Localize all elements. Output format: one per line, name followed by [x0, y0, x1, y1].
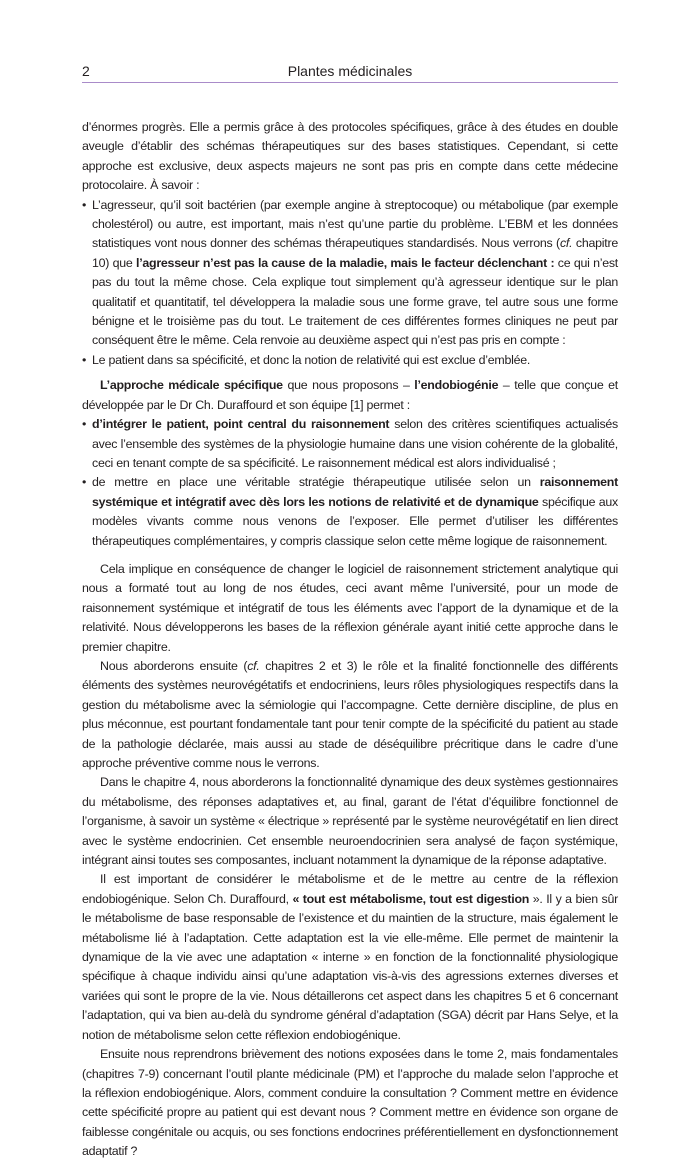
running-header	[82, 62, 618, 83]
paragraph	[82, 560, 618, 657]
text-run: L’agresseur, qu’il soit bactérien (par exemple angine à streptocoque) ou métabolique (par exemple cholestérol) ou autre, est important, mais n’est qu’une partie du problème. L’EBM et les données statistiques vont nous donner des schémas thérapeutiques standardisés. Nous verrons (	[92, 197, 618, 251]
text-run: d’énormes progrès. Elle a permis grâce à des protocoles spécifiques, grâce à des études en double aveugle d’établir des schémas thérapeutiques sur des bases statistiques. Cependant, si cette approche est exclusive, deux aspects majeurs ne sont pas pris en compte dans cette médecine protocolaire. À savoir :	[82, 120, 618, 193]
paragraph	[82, 376, 618, 415]
paragraph	[82, 657, 618, 773]
bullet-item	[82, 196, 618, 351]
text-run: de mettre en place une véritable stratégie thérapeutique utilisée selon un	[92, 475, 540, 490]
text-run: ». Il y a bien sûr le métabolisme de base responsable de l’existence et du maintien de la structure, mais également le métabolisme lié à l’adaptation. Cette adaptation est la vie elle-même. Elle permet de maintenir la dynamique de la vie avec une adaptation « interne » en fonction de la fonctionnalité physiologique spécifique à chaque individu ainsi qu’une adaptation vis-à-vis des agressions externes diverses et variées qui sont le propre de la vie. Nous détaillerons cet aspect dans les chapitres 5 et 6 concernant l’adaptation, qui va bien au-delà du syndrome général d’adaptation (SGA) décrit par Hans Selye, et la notion de métabolisme selon cette réflexion endobiogénique.	[82, 891, 618, 1042]
text-run: Il est important de considérer le métabolisme et de le mettre au centre de la réflexion endobiogénique. Selon Ch. Duraffourd,	[82, 872, 618, 906]
bold-text: l’agresseur n’est pas la cause de la maladie, mais le facteur déclenchant :	[136, 255, 555, 270]
text-run: Le patient dans sa spécificité, et donc la notion de relativité qui est exclue d’emblée.	[92, 352, 531, 367]
bullet-item	[82, 351, 618, 370]
text-run: spécifique aux modèles vivants comme nous venons de l’exposer. Elle permet d’utiliser les différentes thérapeutiques complémentaires, y compris classique selon cette même logique de raisonnement.	[92, 494, 618, 548]
bold-text: l’endobiogénie	[414, 378, 499, 393]
text-run: que nous proposons –	[282, 378, 415, 393]
paragraph	[82, 870, 618, 1045]
paragraph	[82, 773, 618, 870]
text-run: chapitre 10) que	[92, 236, 618, 270]
text-run: Dans le chapitre 4, nous aborderons la fonctionnalité dynamique des deux systèmes gestionnaires du métabolisme, des réponses adaptatives et, au final, garant de l’état d’équilibre fonctionnel de l’organisme, à savoir un système « électrique » représenté par le système neurovégétatif en lien direct avec le système endocrinien. Cet ensemble neuroendocrinien sera analysé de façon systémique, intégrant ainsi toutes ses composantes, incluant notamment la dynamique de la réponse adaptative.	[82, 775, 618, 868]
running-title: Plantes médicinales	[287, 63, 413, 79]
paragraph	[82, 118, 618, 196]
text-run: – telle que conçue et développée par le Dr Ch. Duraffourd et son équipe [1] permet :	[82, 378, 618, 412]
page-number: 2	[82, 63, 90, 79]
text-run: ce qui n’est pas du tout la même chose. Cela explique tout simplement qu’à agresseur identique sur le plan qualitatif et quantitatif, tel développera la maladie sous une forme grave, tel autre sous une forme bénigne et le troisième pas du tout. Le traitement de ces différentes formes cliniques ne peut par conséquent être le même. Cela renvoie au deuxième aspect qui n’est pas pris en compte :	[92, 255, 618, 348]
text-run: Nous aborderons ensuite (	[100, 658, 248, 673]
text-run: chapitres 2 et 3) le rôle et la finalité fonctionnelle des différents éléments des systèmes neurovégétatifs et endocriniens, leurs rôles physiologiques respectifs dans la gestion du métabolisme avec la sémiologie qui l’accompagne. Cette dernière discipline, de plus en plus méconnue, est pourtant fondamentale tant pour tenir compte de la spécificité du patient au stade de la pathologie déclarée, mais aussi au stade de déséquilibre précritique dans le cadre d’une approche préventive comme nous le verrons.	[82, 658, 618, 770]
bullet-item	[82, 473, 618, 551]
text-run: selon des critères scientifiques actualisés avec l’ensemble des systèmes de la physiologie humaine dans une vision cohérente de la globalité, ceci en tenant compte de sa spécificité. Le raisonnement médical est alors individualisé ;	[92, 417, 618, 470]
bold-text: L’approche médicale spécifique	[100, 378, 283, 393]
text-run: Ensuite nous reprendrons brièvement des notions exposées dans le tome 2, mais fondamentales (chapitres 7-9) concernant l’outil plante médicinale (PM) et l’approche du malade selon l’approche et la réflexion endobiogénique. Alors, comment conduire la consultation ? Comment mettre en évidence cette spécificité propre au patient qui est devant nous ? Comment mettre en évidence son organe de faiblesse congénitale ou acquis, ou ses fonctions endocrines préférentiellement en dysfonctionnement adaptatif ?	[82, 1047, 618, 1159]
bold-text: raisonnement systémique et intégratif avec dès lors les notions de relativité et de dynamique	[92, 475, 618, 509]
bold-text: d’intégrer le patient, point central du raisonnement	[92, 417, 390, 432]
bold-text: « tout est métabolisme, tout est digestion	[292, 891, 530, 906]
italic-text: cf.	[559, 236, 573, 251]
paragraph	[82, 1045, 618, 1161]
italic-text: cf.	[247, 658, 260, 673]
text-run: Cela implique en conséquence de changer le logiciel de raisonnement strictement analytique qui nous a formaté tout au long de nos études, ceci avant même l’université, pour un mode de raisonnement systémique et intégratif de tous les éléments avec l’apport de la dynamique et de la relativité. Nous développerons les bases de la réflexion générale ayant initié cette approche dans le premier chapitre.	[82, 561, 618, 654]
body-text	[82, 118, 618, 1162]
bullet-item	[82, 415, 618, 473]
